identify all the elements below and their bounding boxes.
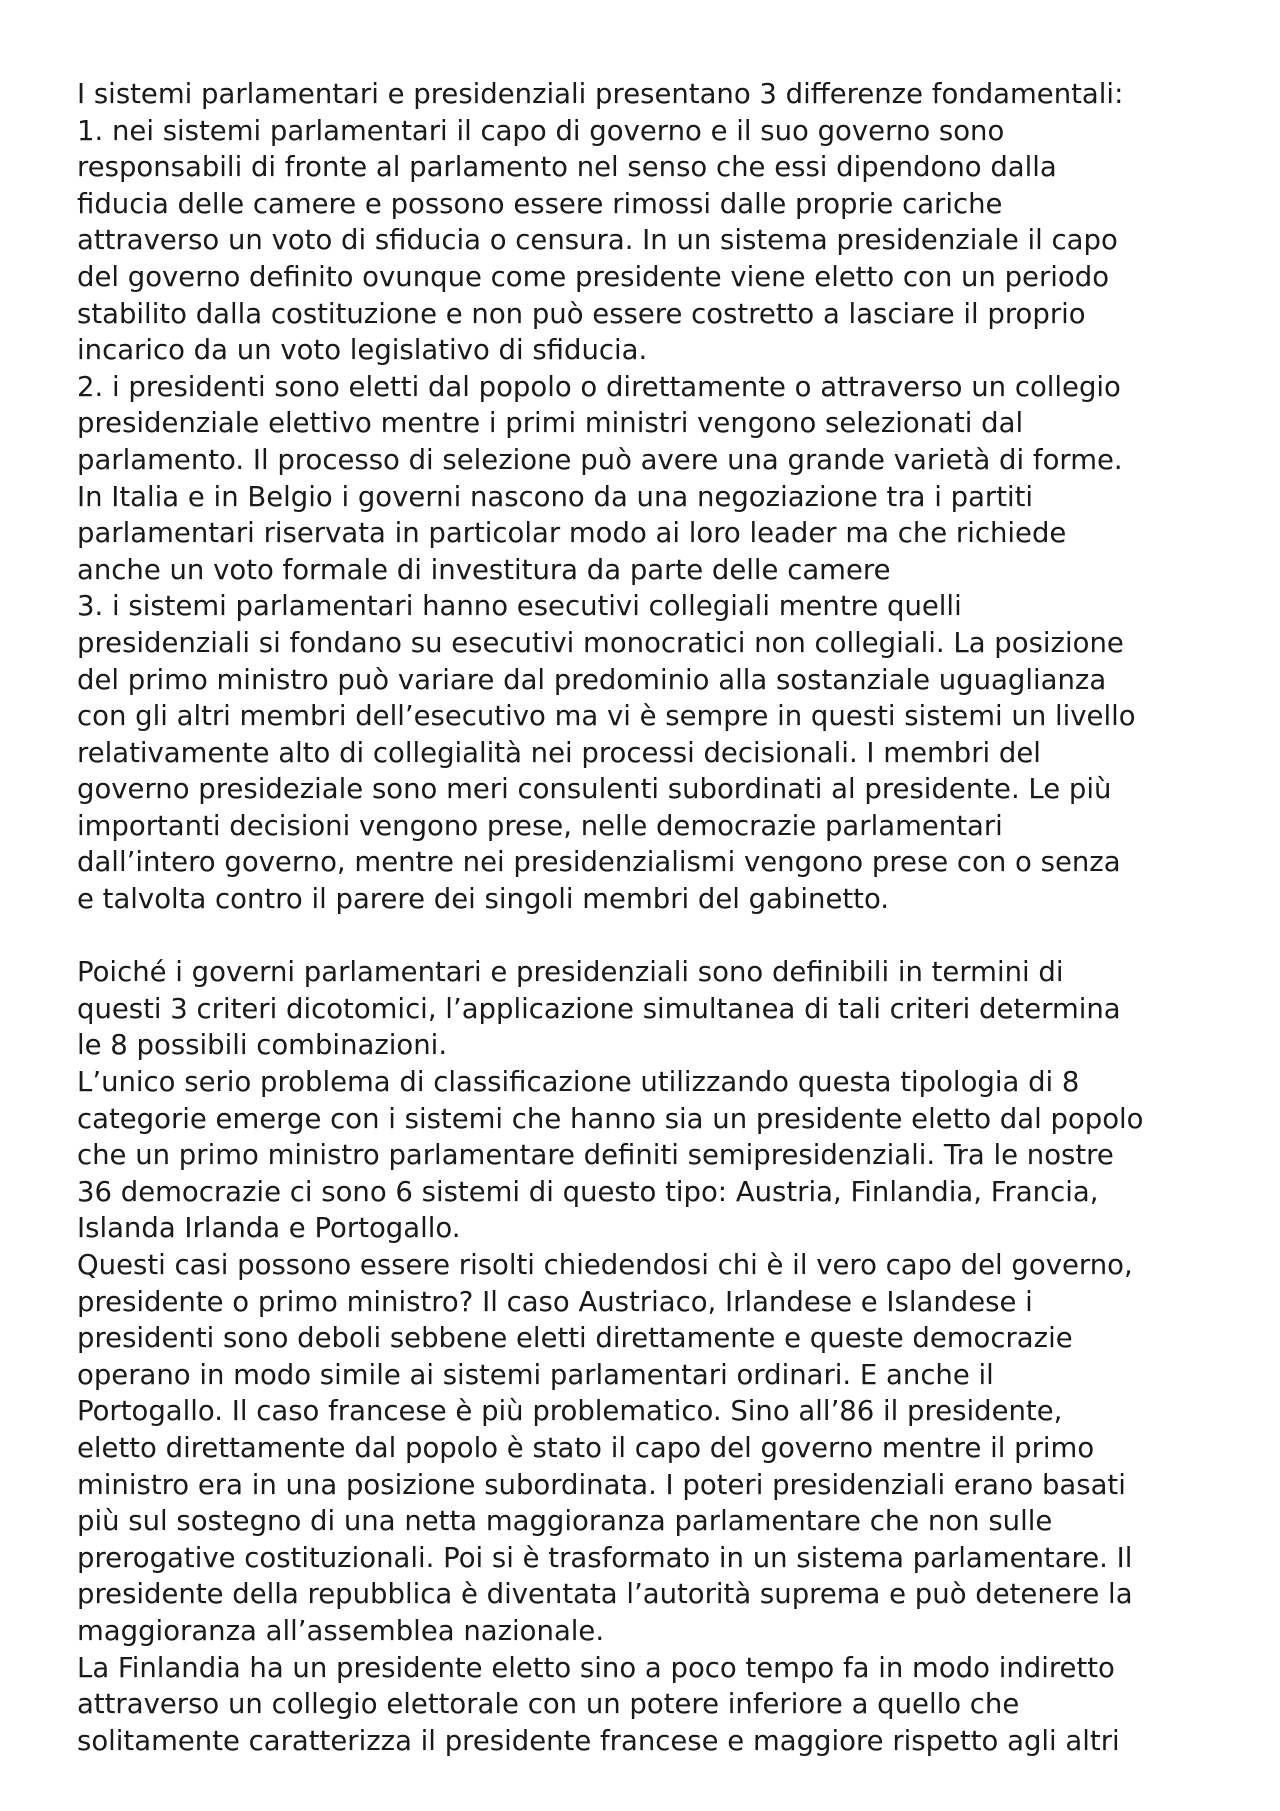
text-line: fiducia delle camere e possono essere rimossi dalle proprie cariche — [77, 187, 1003, 220]
text-line: questi 3 criteri dicotomici, l’applicazione simultanea di tali criteri determina — [77, 992, 1121, 1025]
paragraph-differences — [77, 76, 1237, 918]
text-line: Portogallo. Il caso francese è più problematico. Sino all’86 il presidente, — [77, 1395, 1063, 1428]
paragraph-classification — [77, 954, 1237, 1759]
text-line: In Italia e in Belgio i governi nascono da una negoziazione tra i partiti — [77, 480, 1034, 513]
text-line: Questi casi possono essere risolti chiedendosi chi è il vero capo del governo, — [77, 1249, 1133, 1281]
text-line: parlamento. Il processo di selezione può avere una grande varietà di forme. — [77, 443, 1123, 476]
text-line: categorie emerge con i sistemi che hanno sia un presidente eletto dal popolo — [77, 1102, 1144, 1135]
text-line: 1. nei sistemi parlamentari il capo di governo e il suo governo sono — [77, 114, 1005, 147]
text-line: presidente o primo ministro? Il caso Austriaco, Irlandese e Islandese i — [77, 1285, 1033, 1318]
text-line: e talvolta contro il parere dei singoli membri del gabinetto. — [77, 883, 890, 916]
text-line: incarico da un voto legislativo di sfiducia. — [77, 334, 648, 367]
text-line: Islanda Irlanda e Portogallo. — [77, 1212, 461, 1245]
text-line: relativamente alto di collegialità nei processi decisionali. I membri del — [77, 736, 1041, 769]
text-line: stabilito dalla costituzione e non può essere costretto a lasciare il proprio — [77, 297, 1086, 330]
text-line: attraverso un collegio elettorale con un potere inferiore a quello che — [77, 1688, 1020, 1721]
document-page — [77, 76, 1237, 1759]
text-line: che un primo ministro parlamentare definiti semipresidenziali. Tra le nostre — [77, 1139, 1114, 1172]
text-line: importanti decisioni vengono prese, nelle democrazie parlamentari — [77, 809, 1003, 842]
text-line: le 8 possibili combinazioni. — [77, 1029, 448, 1062]
text-line: del governo definito ovunque come presidente viene eletto con un periodo — [77, 260, 1110, 293]
text-line: presidenziali si fondano su esecutivi monocratici non collegiali. La posizione — [77, 626, 1124, 659]
text-line: attraverso un voto di sfiducia o censura. In un sistema presidenziale il capo — [77, 224, 1118, 257]
text-line: anche un voto formale di investitura da parte delle camere — [77, 553, 891, 586]
text-line: La Finlandia ha un presidente eletto sino a poco tempo fa in modo indiretto — [77, 1651, 1115, 1684]
text-line: presidente della repubblica è diventata l’autorità suprema e può detenere la — [77, 1578, 1133, 1611]
text-line: con gli altri membri dell’esecutivo ma vi è sempre in questi sistemi un livello — [77, 700, 1136, 733]
text-line: parlamentari riservata in particolar modo ai loro leader ma che richiede — [77, 517, 1067, 550]
text-line: 3. i sistemi parlamentari hanno esecutivi collegiali mentre quelli — [77, 590, 962, 623]
text-line: Poiché i governi parlamentari e presidenziali sono definibili in termini di — [77, 956, 1064, 989]
text-line: L’unico serio problema di classificazione utilizzando questa tipologia di 8 — [77, 1066, 1080, 1099]
text-line: più sul sostegno di una netta maggioranza parlamentare che non sulle — [77, 1505, 1053, 1538]
text-line: governo presideziale sono meri consulenti subordinati al presidente. Le più — [77, 773, 1112, 806]
text-line: dall’intero governo, mentre nei presidenzialismi vengono prese con o senza — [77, 846, 1121, 879]
text-line: del primo ministro può variare dal predominio alla sostanziale uguaglianza — [77, 663, 1107, 696]
text-line: responsabili di fronte al parlamento nel senso che essi dipendono dalla — [77, 151, 1057, 184]
text-line: operano in modo simile ai sistemi parlamentari ordinari. E anche il — [77, 1358, 994, 1391]
text-line: maggioranza all’assemblea nazionale. — [77, 1614, 605, 1647]
text-line: I sistemi parlamentari e presidenziali presentano 3 differenze fondamentali: — [77, 78, 1124, 110]
paragraph-gap — [77, 918, 1237, 955]
text-line: eletto direttamente dal popolo è stato il capo del governo mentre il primo — [77, 1431, 1095, 1464]
text-line: solitamente caratterizza il presidente francese e maggiore rispetto agli altri — [77, 1724, 1120, 1757]
text-line: presidenziale elettivo mentre i primi ministri vengono selezionati dal — [77, 407, 1024, 440]
text-line: prerogative costituzionali. Poi si è trasformato in un sistema parlamentare. Il — [77, 1541, 1133, 1574]
text-line: 36 democrazie ci sono 6 sistemi di questo tipo: Austria, Finlandia, Francia, — [77, 1175, 1099, 1208]
text-line: 2. i presidenti sono eletti dal popolo o direttamente o attraverso un collegio — [77, 370, 1121, 403]
text-line: ministro era in una posizione subordinata. I poteri presidenziali erano basati — [77, 1468, 1126, 1501]
text-line: presidenti sono deboli sebbene eletti direttamente e queste democrazie — [77, 1322, 1073, 1355]
